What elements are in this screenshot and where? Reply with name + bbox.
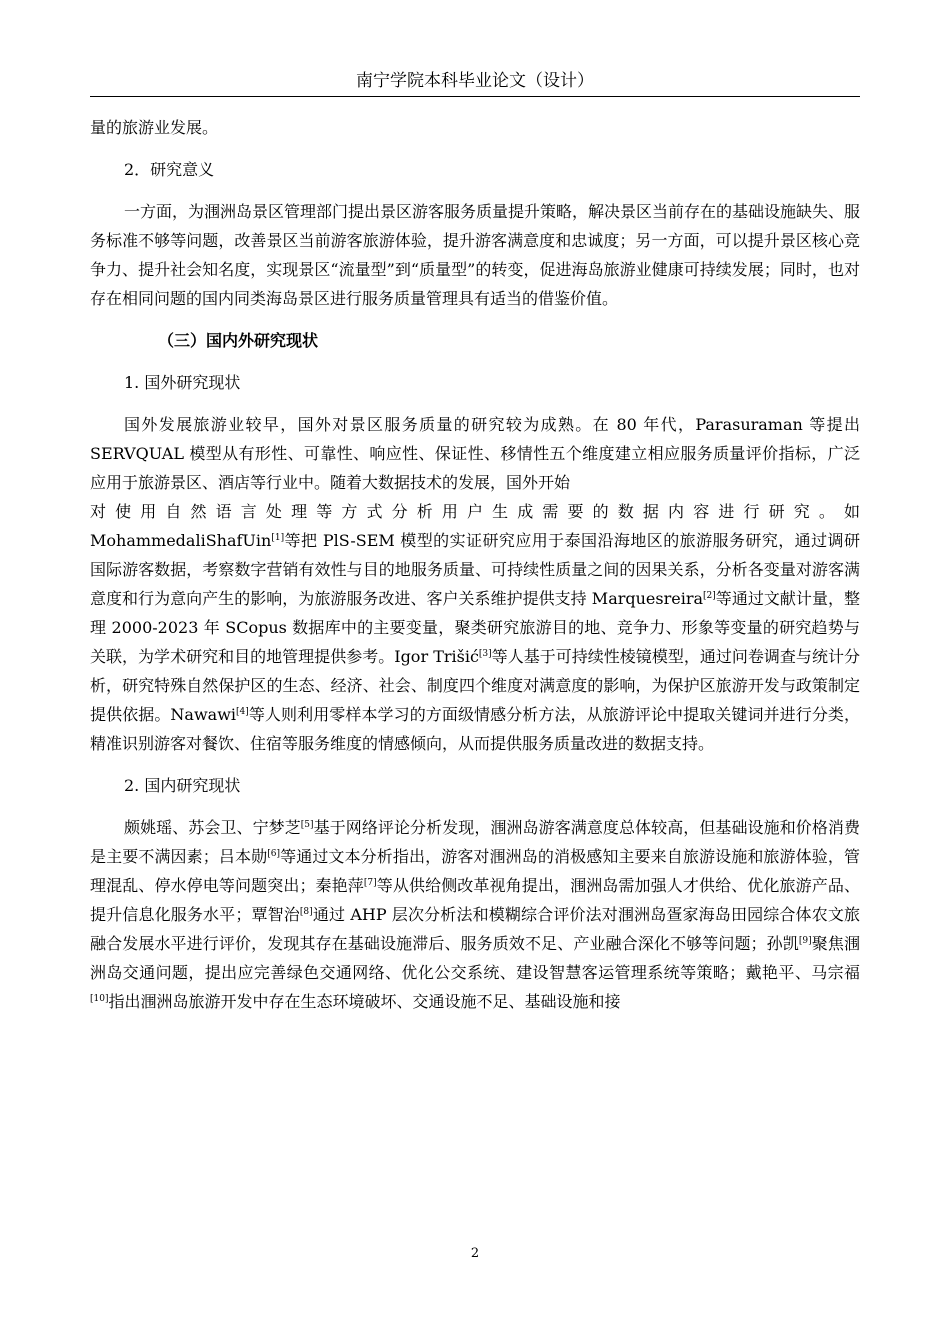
citation-2: [2] [703,591,716,601]
foreign-text-2: 对使用自然语言处理等方式分析用户生成需要的数据内容进行研究。如 [90,502,860,521]
citation-4: [4] [236,707,249,717]
citation-6: [6] [267,849,280,859]
domestic-text-2: 基于网络评论分析发现，涠洲岛游客满意度总体较高，但基础设施和价格消费是主要不满因素；吕本勋 [90,818,860,866]
page-header [90,66,860,97]
subheading-foreign-research: 1. 国外研究现状 [124,373,241,392]
citation-9: [9] [798,936,812,946]
foreign-text-5: 等人基于可持续性棱镜模型，通过问卷调查与统计分析，研究特殊自然保护区的生态、经济、社会、制度四个维度对满意度的影响，为保护区旅游开发与政策制定提供依据。Nawawi [90,647,860,724]
paragraph-continuation: 量的旅游业发展。 [90,118,219,137]
header-title: 南宁学院本科毕业论文（设计） [356,71,594,91]
domestic-text-3: 等通过文本分析指出，游客对涠洲岛的消极感知主要来自旅游设施和旅游体验，管理混乱、停水停电等问题突出；秦艳萍 [90,847,860,895]
subheading-domestic-research: 2. 国内研究现状 [124,776,241,795]
foreign-text-3a: MohammedaliShafUin [90,531,272,550]
domestic-text-7: 指出涠洲岛旅游开发中存在生态环境破坏、交通设施不足、基础设施和接 [108,992,621,1011]
domestic-text-6: 聚焦涠洲岛交通问题，提出应完善绿色交通网络、优化公交系统、建设智慧客运管理系统等策略；戴艳平、马宗福 [90,934,860,982]
subheading-research-significance: 2．研究意义 [124,160,215,179]
document-body [90,113,860,1016]
citation-8: [8] [299,907,313,917]
paragraph-domestic-research [90,813,860,1016]
citation-10: [10] [90,994,109,1004]
citation-1: [1] [271,533,285,543]
paragraph-foreign-research [90,410,860,758]
domestic-text-4: 等从供给侧改革视角提出，涠洲岛需加强人才供给、优化旅游产品、提升信息化服务水平；覃智治 [90,876,860,924]
section-heading-research-status: （三）国内外研究现状 [158,331,319,350]
foreign-text-1: 国外发展旅游业较早，国外对景区服务质量的研究较为成熟。在 80 年代，Parasuraman 等提出 SERVQUAL 模型从有形性、可靠性、响应性、保证性、移情性五个维度建立相应服务质量评价指标，广泛应用于旅游景区、酒店等行业中。随着大数据技术的发展，国外开始 [90,415,860,492]
foreign-text-4: 等通过文献计量，整理 2000-2023 年 SCopus 数据库中的主要变量，聚类研究旅游目的地、竞争力、形象等变量的研究趋势与关联，为学术研究和目的地管理提供参考。Igor Trišić [90,589,860,666]
domestic-text-5: 通过 AHP 层次分析法和模糊综合评价法对涠洲岛疍家海岛田园综合体农文旅融合发展水平进行评价，发现其存在基础设施滞后、服务质效不足、产业融合深化不够等问题；孙凯 [90,905,860,953]
paragraph-research-significance: 一方面，为涠洲岛景区管理部门提出景区游客服务质量提升策略，解决景区当前存在的基础设施缺失、服务标准不够等问题，改善景区当前游客旅游体验，提升游客满意度和忠诚度；另一方面，可以提升景区核心竞争力、提升社会知名度，实现景区“流量型”到“质量型”的转变，促进海岛旅游业健康可持续发展；同时，也对存在相同问题的国内同类海岛景区进行服务质量管理具有适当的借鉴价值。 [90,202,861,308]
page-number: 2 [470,1246,480,1261]
citation-7: [7] [363,878,377,888]
domestic-text-1: 颇姚瑶、苏会卫、宁梦芝 [124,818,301,837]
foreign-text-6: 等人则利用零样本学习的方面级情感分析方法，从旅游评论中提取关键词并进行分类，精准识别游客对餐饮、住宿等服务维度的情感倾向，从而提供服务质量改进的数据支持。 [90,705,860,753]
citation-5: [5] [300,820,314,830]
foreign-text-3b: 等把 PlS-SEM 模型的实证研究应用于泰国沿海地区的旅游服务研究，通过调研国际游客数据，考察数字营销有效性与目的地服务质量、可持续性质量之间的因果关系，分析各变量对游客满意度和行为意向产生的影响，为旅游服务改进、客户关系维护提供支持 Marquesreira [90,531,860,608]
citation-3: [3] [478,649,492,659]
